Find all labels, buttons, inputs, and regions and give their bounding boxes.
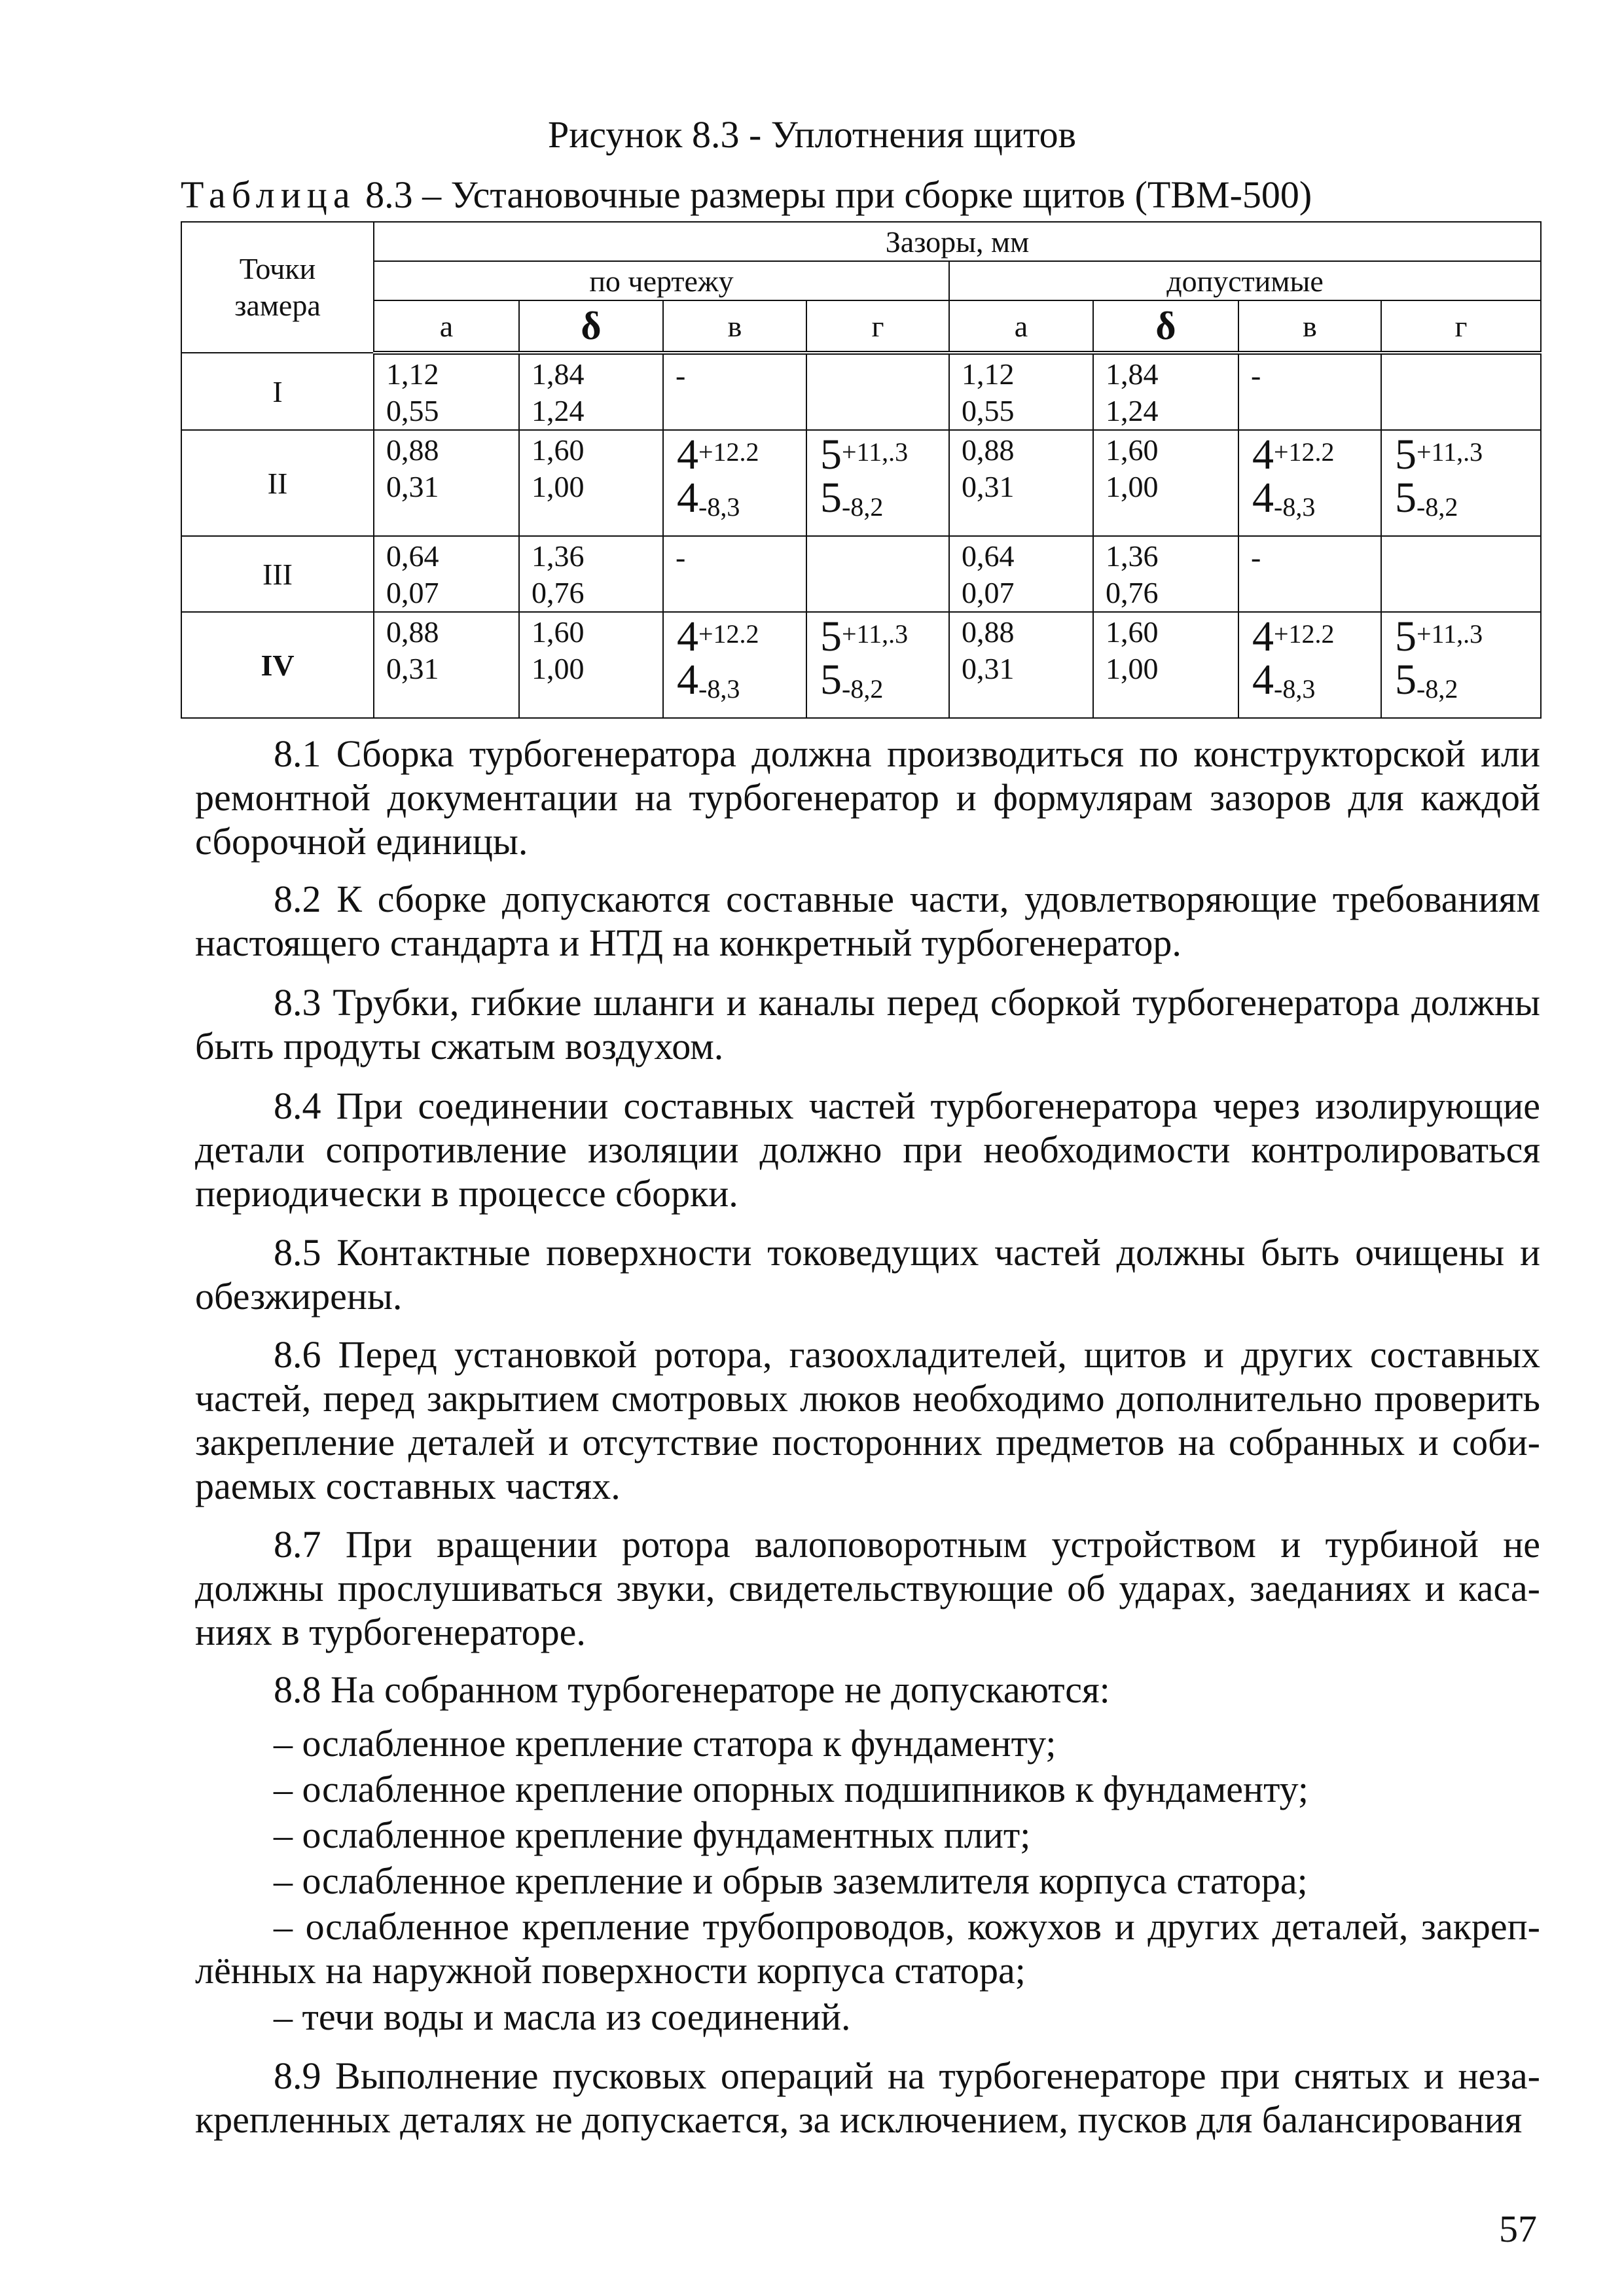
cell-v-tolerance-allowed: $4^{+12.2}$ $4_{-8,3}$ — [1238, 430, 1381, 536]
cell-g-tolerance: $5^{+11,.3}$ $5_{-8,2}$ — [806, 430, 949, 536]
cell-g — [806, 353, 949, 430]
cell-a-allowed: 0,64 0,07 — [949, 536, 1093, 612]
col-header-v-allowed: в — [1238, 300, 1381, 353]
list-item: – ослабленное крепление опорных подшипников к фундаменту; — [274, 1768, 1309, 1810]
paragraph-8-9: 8.9 Выполнение пусковых операций на турбогенераторе при снятых и незакрепленных деталях не допускается, за исключением, пусков для балансирования — [195, 2054, 1540, 2141]
point-label: III — [181, 536, 374, 612]
cell-a: 0,88 0,31 — [374, 612, 519, 718]
cell-v-tolerance-allowed: $4^{+12.2}$ $4_{-8,3}$ — [1238, 612, 1381, 718]
cell-delta: 1,84 1,24 — [519, 353, 663, 430]
cell-a-allowed: 0,88 0,31 — [949, 612, 1093, 718]
cell-v-tolerance: $4^{+12.2}$ $4_{-8,3}$ — [663, 612, 806, 718]
col-header-a: а — [374, 300, 519, 353]
cell-g-tolerance-allowed: $5^{+11,.3}$ $5_{-8,2}$ — [1381, 430, 1541, 536]
header-by-drawing: по чертежу — [374, 261, 949, 300]
figure-caption: Рисунок 8.3 - Уплотнения щитов — [547, 113, 1077, 156]
cell-v-tolerance: $4^{+12.2}$ $4_{-8,3}$ — [663, 430, 806, 536]
cell-v: - — [663, 536, 806, 612]
col-header-v: в — [663, 300, 806, 353]
table-row — [181, 536, 1541, 612]
cell-delta: 1,36 0,76 — [519, 536, 663, 612]
table-caption-word: Таблица — [181, 173, 356, 216]
list-item: – ослабленное крепление статора к фундаменту; — [274, 1722, 1056, 1765]
cell-v: - — [663, 353, 806, 430]
col-header-a-allowed: а — [949, 300, 1093, 353]
cell-a-allowed: 0,88 0,31 — [949, 430, 1093, 536]
cell-g-allowed — [1381, 536, 1541, 612]
cell-a: 0,64 0,07 — [374, 536, 519, 612]
table-row — [181, 353, 1541, 430]
paragraph-8-6: 8.6 Перед установкой ротора, газоохладителей, щитов и других составных частей, перед закрытием смотровых люков необходимо дополнительно проверить закрепление деталей и отсутствие посторонних предметов на собранных и собираемых составных частях. — [195, 1333, 1540, 1507]
cell-delta: 1,60 1,00 — [519, 430, 663, 536]
cell-a: 1,12 0,55 — [374, 353, 519, 430]
cell-g — [806, 536, 949, 612]
paragraph-8-2: 8.2 К сборке допускаются составные части, удовлетворяющие требованиям настоящего стандарта и НТД на конкретный турбогенератор. — [195, 878, 1540, 964]
paragraph-8-7: 8.7 При вращении ротора валоповоротным устройством и турбиной не должны прослушиваться звуки, свидетельствующие об ударах, заеданиях и касаниях в турбогенераторе. — [195, 1523, 1540, 1653]
col-header-delta: δ — [519, 300, 663, 353]
cell-delta: 1,60 1,00 — [519, 612, 663, 718]
table-row — [181, 430, 1541, 536]
paragraph-8-5: 8.5 Контактные поверхности токоведущих частей должны быть очищены и обезжирены. — [195, 1231, 1540, 1318]
cell-g-tolerance: $5^{+11,.3}$ $5_{-8,2}$ — [806, 612, 949, 718]
list-item: – ослабленное крепление трубопроводов, кожухов и других деталей, закреплённых на наружной поверхности корпуса статора; — [195, 1905, 1540, 1992]
page-number: 57 — [1499, 2208, 1537, 2250]
list-item: – ослабленное крепление фундаментных плит; — [274, 1814, 1031, 1856]
cell-a: 0,88 0,31 — [374, 430, 519, 536]
cell-delta-allowed: 1,60 1,00 — [1093, 430, 1238, 536]
table-row — [181, 612, 1541, 718]
header-points: Точки замера — [181, 222, 374, 353]
col-header-g: г — [806, 300, 949, 353]
table-caption — [181, 171, 1312, 219]
table-caption-text: 8.3 – Установочные размеры при сборке щитов (ТВМ-500) — [355, 173, 1312, 216]
paragraph-8-4: 8.4 При соединении составных частей турбогенератора через изолирующие детали сопротивление изоляции должно при необходимости контролироваться периодически в процессе сборки. — [195, 1085, 1540, 1215]
header-gaps: Зазоры, мм — [374, 222, 1541, 261]
paragraph-8-3: 8.3 Трубки, гибкие шланги и каналы перед сборкой турбогенератора должны быть продуты сжатым воздухом. — [195, 981, 1540, 1067]
cell-delta-allowed: 1,84 1,24 — [1093, 353, 1238, 430]
cell-g-tolerance-allowed: $5^{+11,.3}$ $5_{-8,2}$ — [1381, 612, 1541, 718]
col-header-delta-allowed: δ — [1093, 300, 1238, 353]
list-item: – ослабленное крепление и обрыв заземлителя корпуса статора; — [274, 1859, 1308, 1902]
point-label: I — [181, 353, 374, 430]
point-label: IV — [181, 612, 374, 718]
list-item: – течи воды и масла из соединений. — [274, 1996, 851, 2038]
cell-delta-allowed: 1,60 1,00 — [1093, 612, 1238, 718]
cell-delta-allowed: 1,36 0,76 — [1093, 536, 1238, 612]
col-header-g-allowed: г — [1381, 300, 1541, 353]
point-label: II — [181, 430, 374, 536]
paragraph-8-1: 8.1 Сборка турбогенератора должна производиться по конструкторской или ремонтной документации на турбогенератор и формулярам зазоров для каждой сборочной единицы. — [195, 732, 1540, 863]
paragraph-8-8: 8.8 На собранном турбогенераторе не допускаются: — [274, 1668, 1110, 1711]
cell-v-allowed: - — [1238, 536, 1381, 612]
clearance-table — [181, 221, 1542, 719]
cell-g-allowed — [1381, 353, 1541, 430]
header-allowed: допустимые — [949, 261, 1541, 300]
cell-v-allowed: - — [1238, 353, 1381, 430]
cell-a-allowed: 1,12 0,55 — [949, 353, 1093, 430]
